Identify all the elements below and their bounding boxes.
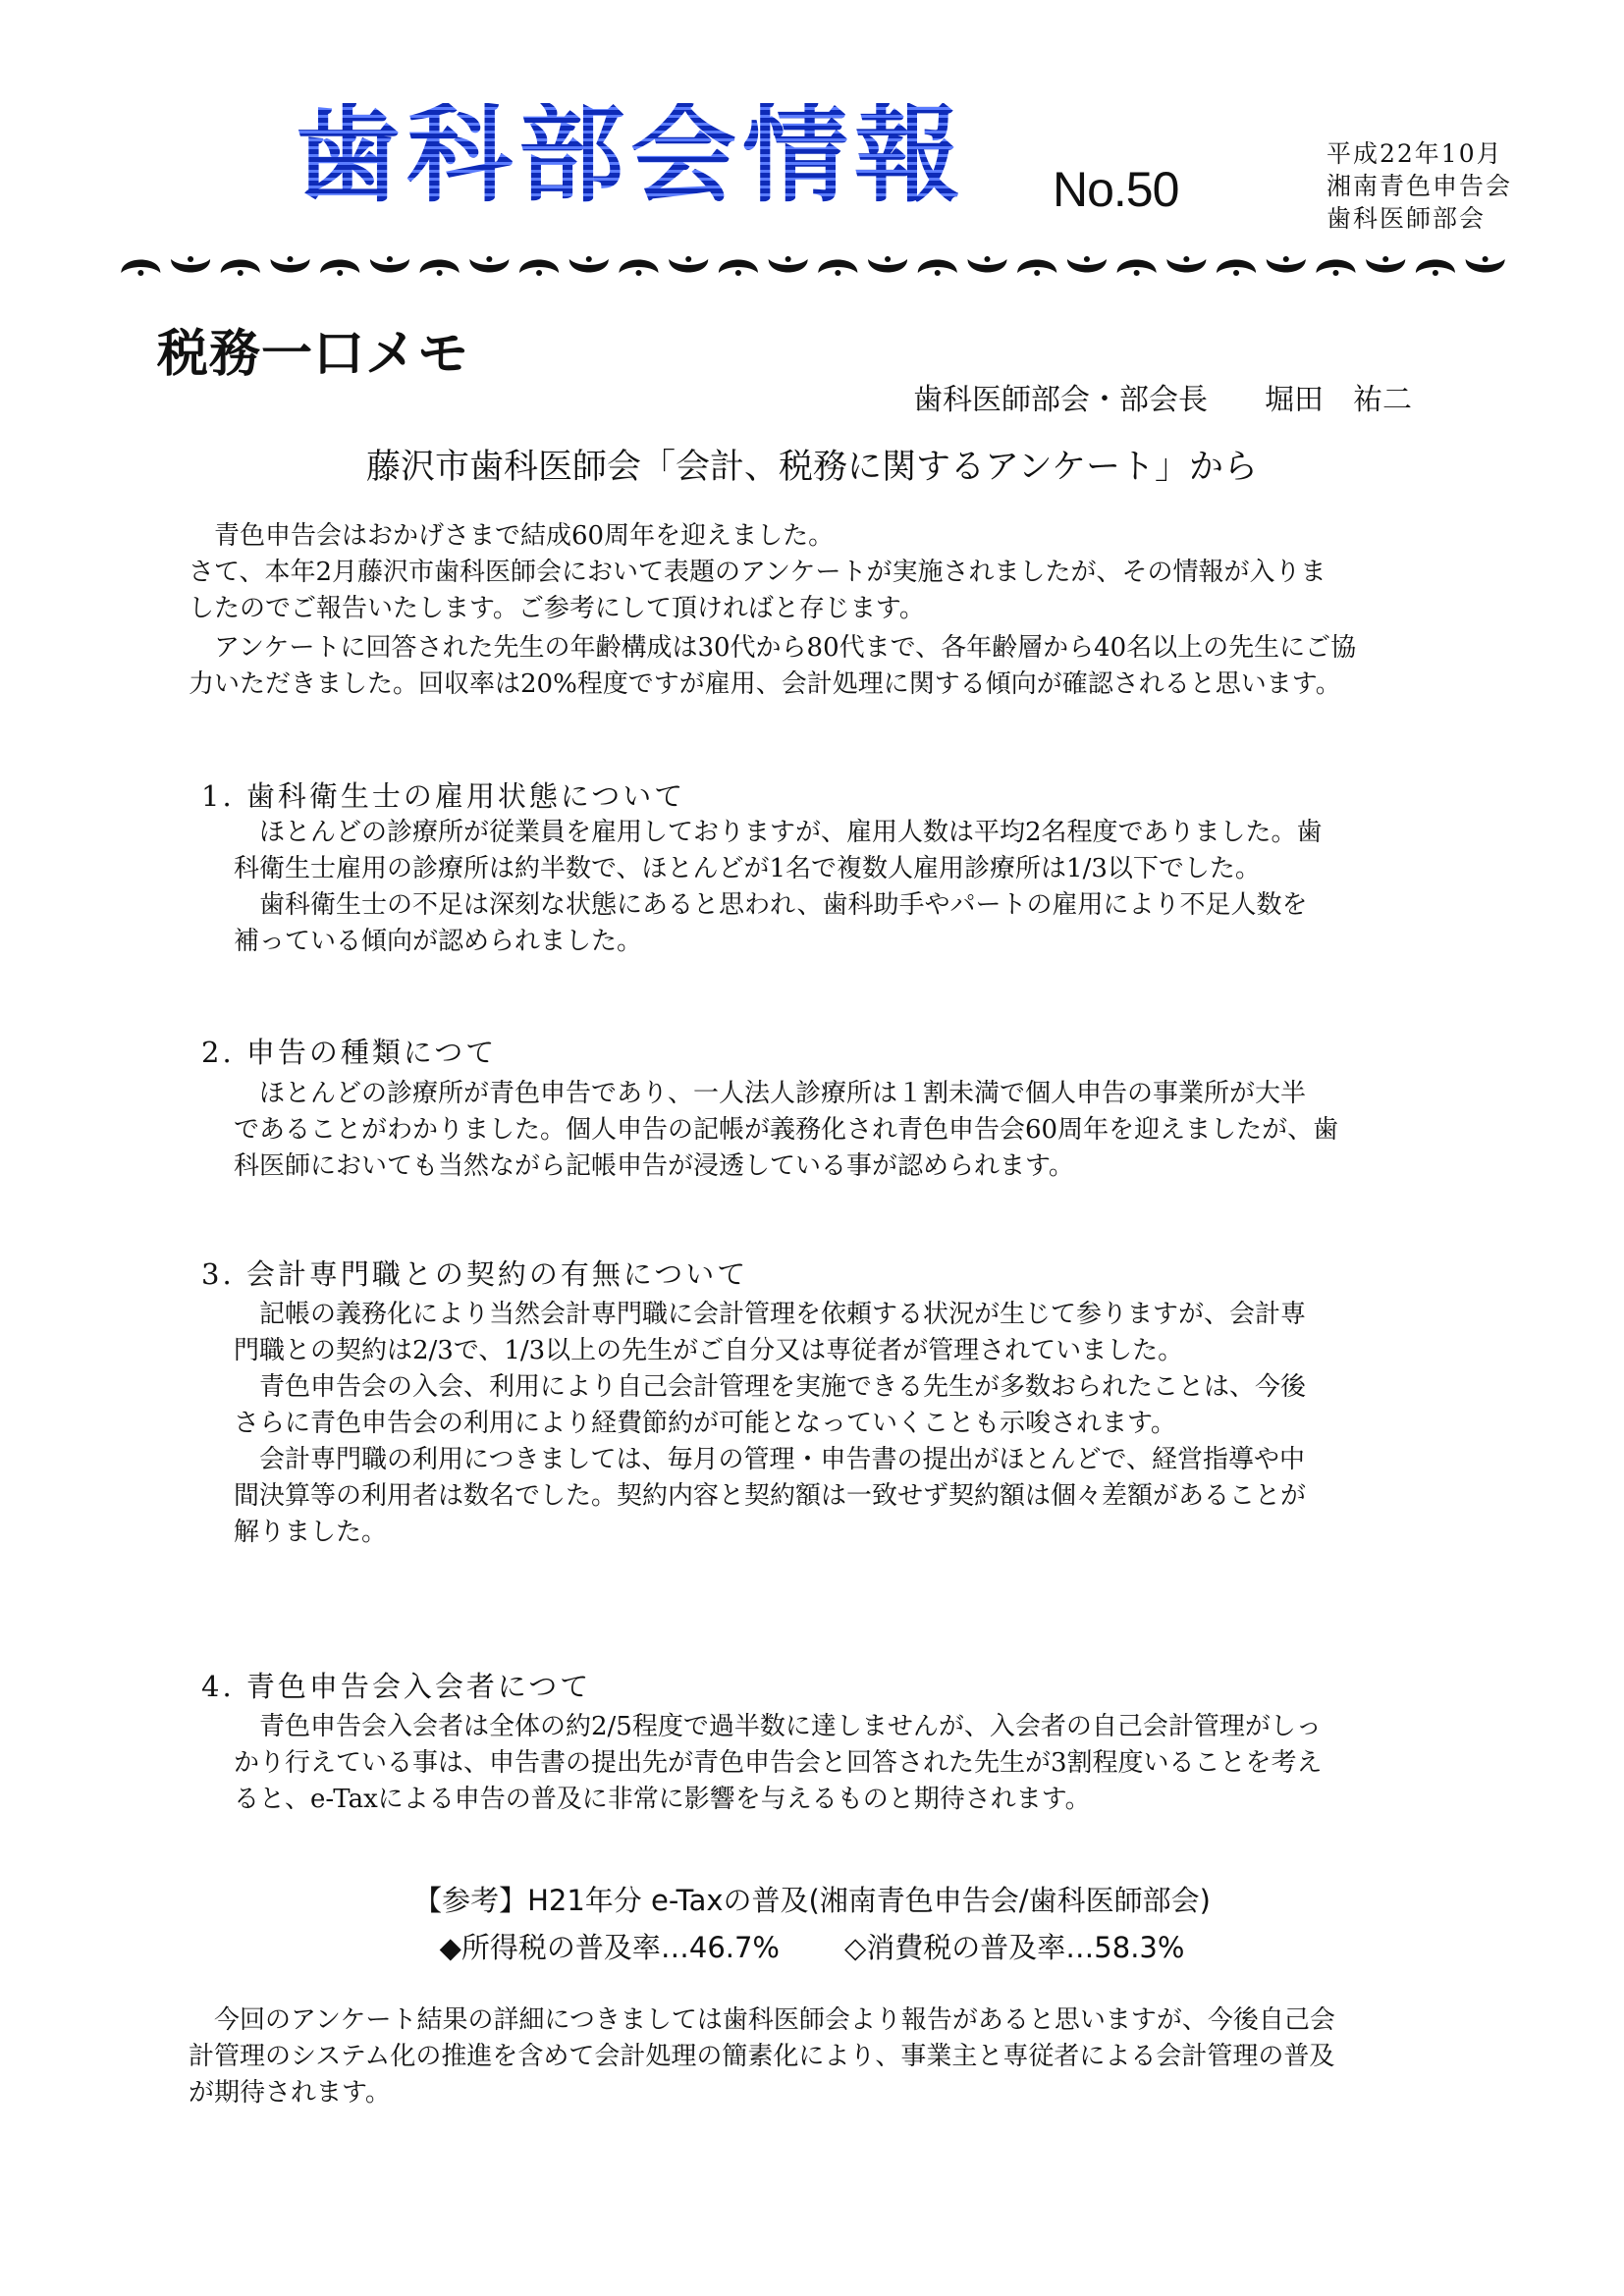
ornament-dot [1483,256,1489,262]
ornament-dot [1084,256,1090,262]
section-1-body [234,815,1323,960]
newsletter-title: 歯科部会情報 [295,94,967,217]
ornament-dot [288,256,294,262]
author-line [913,375,1412,418]
section-line: ると、e-Taxによる申告の普及に非常に影響を与えるものと期待されます。 [234,1785,1091,1814]
income-tax-rate: ◆所得税の普及率…46.7% [439,1931,780,1964]
section-line: さらに青色申告会の利用により経費節約が可能となっていくことも示唆されます。 [234,1409,1176,1438]
author-role: 歯科医師部会・部会長 [913,383,1208,417]
ornament-dot [1433,270,1438,276]
section-4-body [234,1709,1323,1818]
reference-heading: 【参考】H21年分 e-Taxの普及(湘南青色申告会/歯科医師部会) [413,1884,1211,1917]
closing-line: 今回のアンケート結果の詳細につきましては歯科医師会より報告があると思いますが、今後自己会 [189,2005,1335,2035]
ornament-dot [188,256,193,262]
closing-line: 計管理のシステム化の推進を含めて会計処理の簡素化により、事業主と専従者による会計管理の普及 [189,2042,1335,2071]
section-line: ほとんどの診療所が従業員を雇用しておりますが、雇用人数は平均2名程度でありました。歯 [234,818,1323,847]
section-3-heading: 3. 会計専門職との契約の有無について [201,1257,749,1291]
section-line: 科衛生士雇用の診療所は約半数で、ほとんどが1名で複数人雇用診療所は1/3以下でした。 [234,854,1261,883]
section-title: 税務一口メモ [157,325,470,384]
ornament-dot [785,256,791,262]
ornament-dot [985,256,991,262]
intro-line: したのでご報告いたします。ご参考にして頂ければと存じます。 [189,594,925,623]
section-line: 青色申告会の入会、利用により自己会計管理を実施できる先生が多数おられたことは、今後 [234,1372,1307,1402]
section-2-body [234,1076,1338,1185]
section-line: 科医師においても当然ながら記帳申告が浸透している事が認められます。 [234,1151,1074,1181]
section-4-heading: 4. 青色申告会入会者につて [201,1670,592,1703]
consumption-tax-rate: ◇消費税の普及率…58.3% [844,1931,1185,1964]
intro-line: さて、本年2月藤沢市歯科医師会において表題のアンケートが実施されましたが、その情報が入りま [189,558,1326,587]
publication-date: 平成22年10月 [1326,139,1503,168]
ornament-dot [1183,256,1189,262]
section-3-body [234,1297,1306,1551]
reference-rates [0,1926,1624,1966]
ornament-dot [486,256,492,262]
ornament-dot [337,270,343,276]
section-2-heading: 2. 申告の種類につて [201,1036,498,1069]
ornament-dot [1134,270,1140,276]
section-1-heading: 1. 歯科衛生士の雇用状態について [201,779,686,813]
intro-line: 青色申告会はおかげさまで結成60周年を迎えました。 [189,521,835,551]
ornament-dot [835,270,840,276]
section-line: であることがわかりました。個人申告の記帳が義務化され青色申告会60周年を迎えましたが、歯 [234,1115,1339,1145]
article-heading: 藤沢市歯科医師会「会計、税務に関するアンケート」から [366,448,1258,487]
section-line: 解りました。 [234,1518,388,1547]
ornament-dot [387,256,393,262]
ornament-dot [1283,256,1289,262]
closing-line: が期待されます。 [189,2078,391,2108]
ornament-dot [238,270,244,276]
section-line: 補っている傾向が認められました。 [234,927,643,956]
closing-paragraph [189,2002,1335,2111]
section-line: かり行えている事は、申告書の提出先が青色申告会と回答された先生が3割程度いることを考え [234,1748,1323,1778]
decorative-border-icon [116,249,1510,283]
ornament-dot [1333,270,1339,276]
section-line: 青色申告会入会者は全体の約2/5程度で過半数に達しませんが、入会者の自己会計管理がしっ [234,1712,1322,1741]
organization-name: 湘南青色申告会 [1326,172,1512,200]
section-line: 会計専門職の利用につきましては、毎月の管理・申告書の提出がほとんどで、経営指導や中 [234,1445,1305,1474]
ornament-dot [885,256,891,262]
ornament-dot [735,270,741,276]
section-line: 記帳の義務化により当然会計専門職に会計管理を依頼する状況が生じて参りますが、会計専 [234,1300,1307,1329]
ornament-dot [935,270,941,276]
ornament-dot [636,270,642,276]
ornament-dot [1034,270,1040,276]
ornament-dot [1382,256,1388,262]
intro-line: アンケートに回答された先生の年齢構成は30代から80代まで、各年齢層から40名以上の先生にご協 [189,633,1357,663]
issue-number: No.50 [1053,162,1179,217]
section-line: ほとんどの診療所が青色申告であり、一人法人診療所は１割未満で個人申告の事業所が大半 [234,1079,1307,1108]
intro-paragraph [189,518,1356,703]
ornament-dot [137,270,143,276]
division-name: 歯科医師部会 [1326,204,1486,233]
section-line: 門職との契約は2/3で、1/3以上の先生がご自分又は専従者が管理されていました。 [234,1336,1184,1365]
ornament-dot [536,270,542,276]
ornament-dot [437,270,443,276]
intro-line: 力いただきました。回収率は20%程度ですが雇用、会計処理に関する傾向が確認されると思います。 [189,669,1341,699]
author-name: 堀田 祐二 [1265,383,1412,417]
ornament-dot [1233,270,1239,276]
section-line: 間決算等の利用者は数名でした。契約内容と契約額は一致せず契約額は個々差額があることが [234,1481,1307,1511]
ornament-dot [685,256,691,262]
ornament-dot [586,256,592,262]
section-line: 歯科衛生士の不足は深刻な状態にあると思われ、歯科助手やパートの雇用により不足人数を [234,890,1308,920]
publication-meta [1326,137,1512,235]
